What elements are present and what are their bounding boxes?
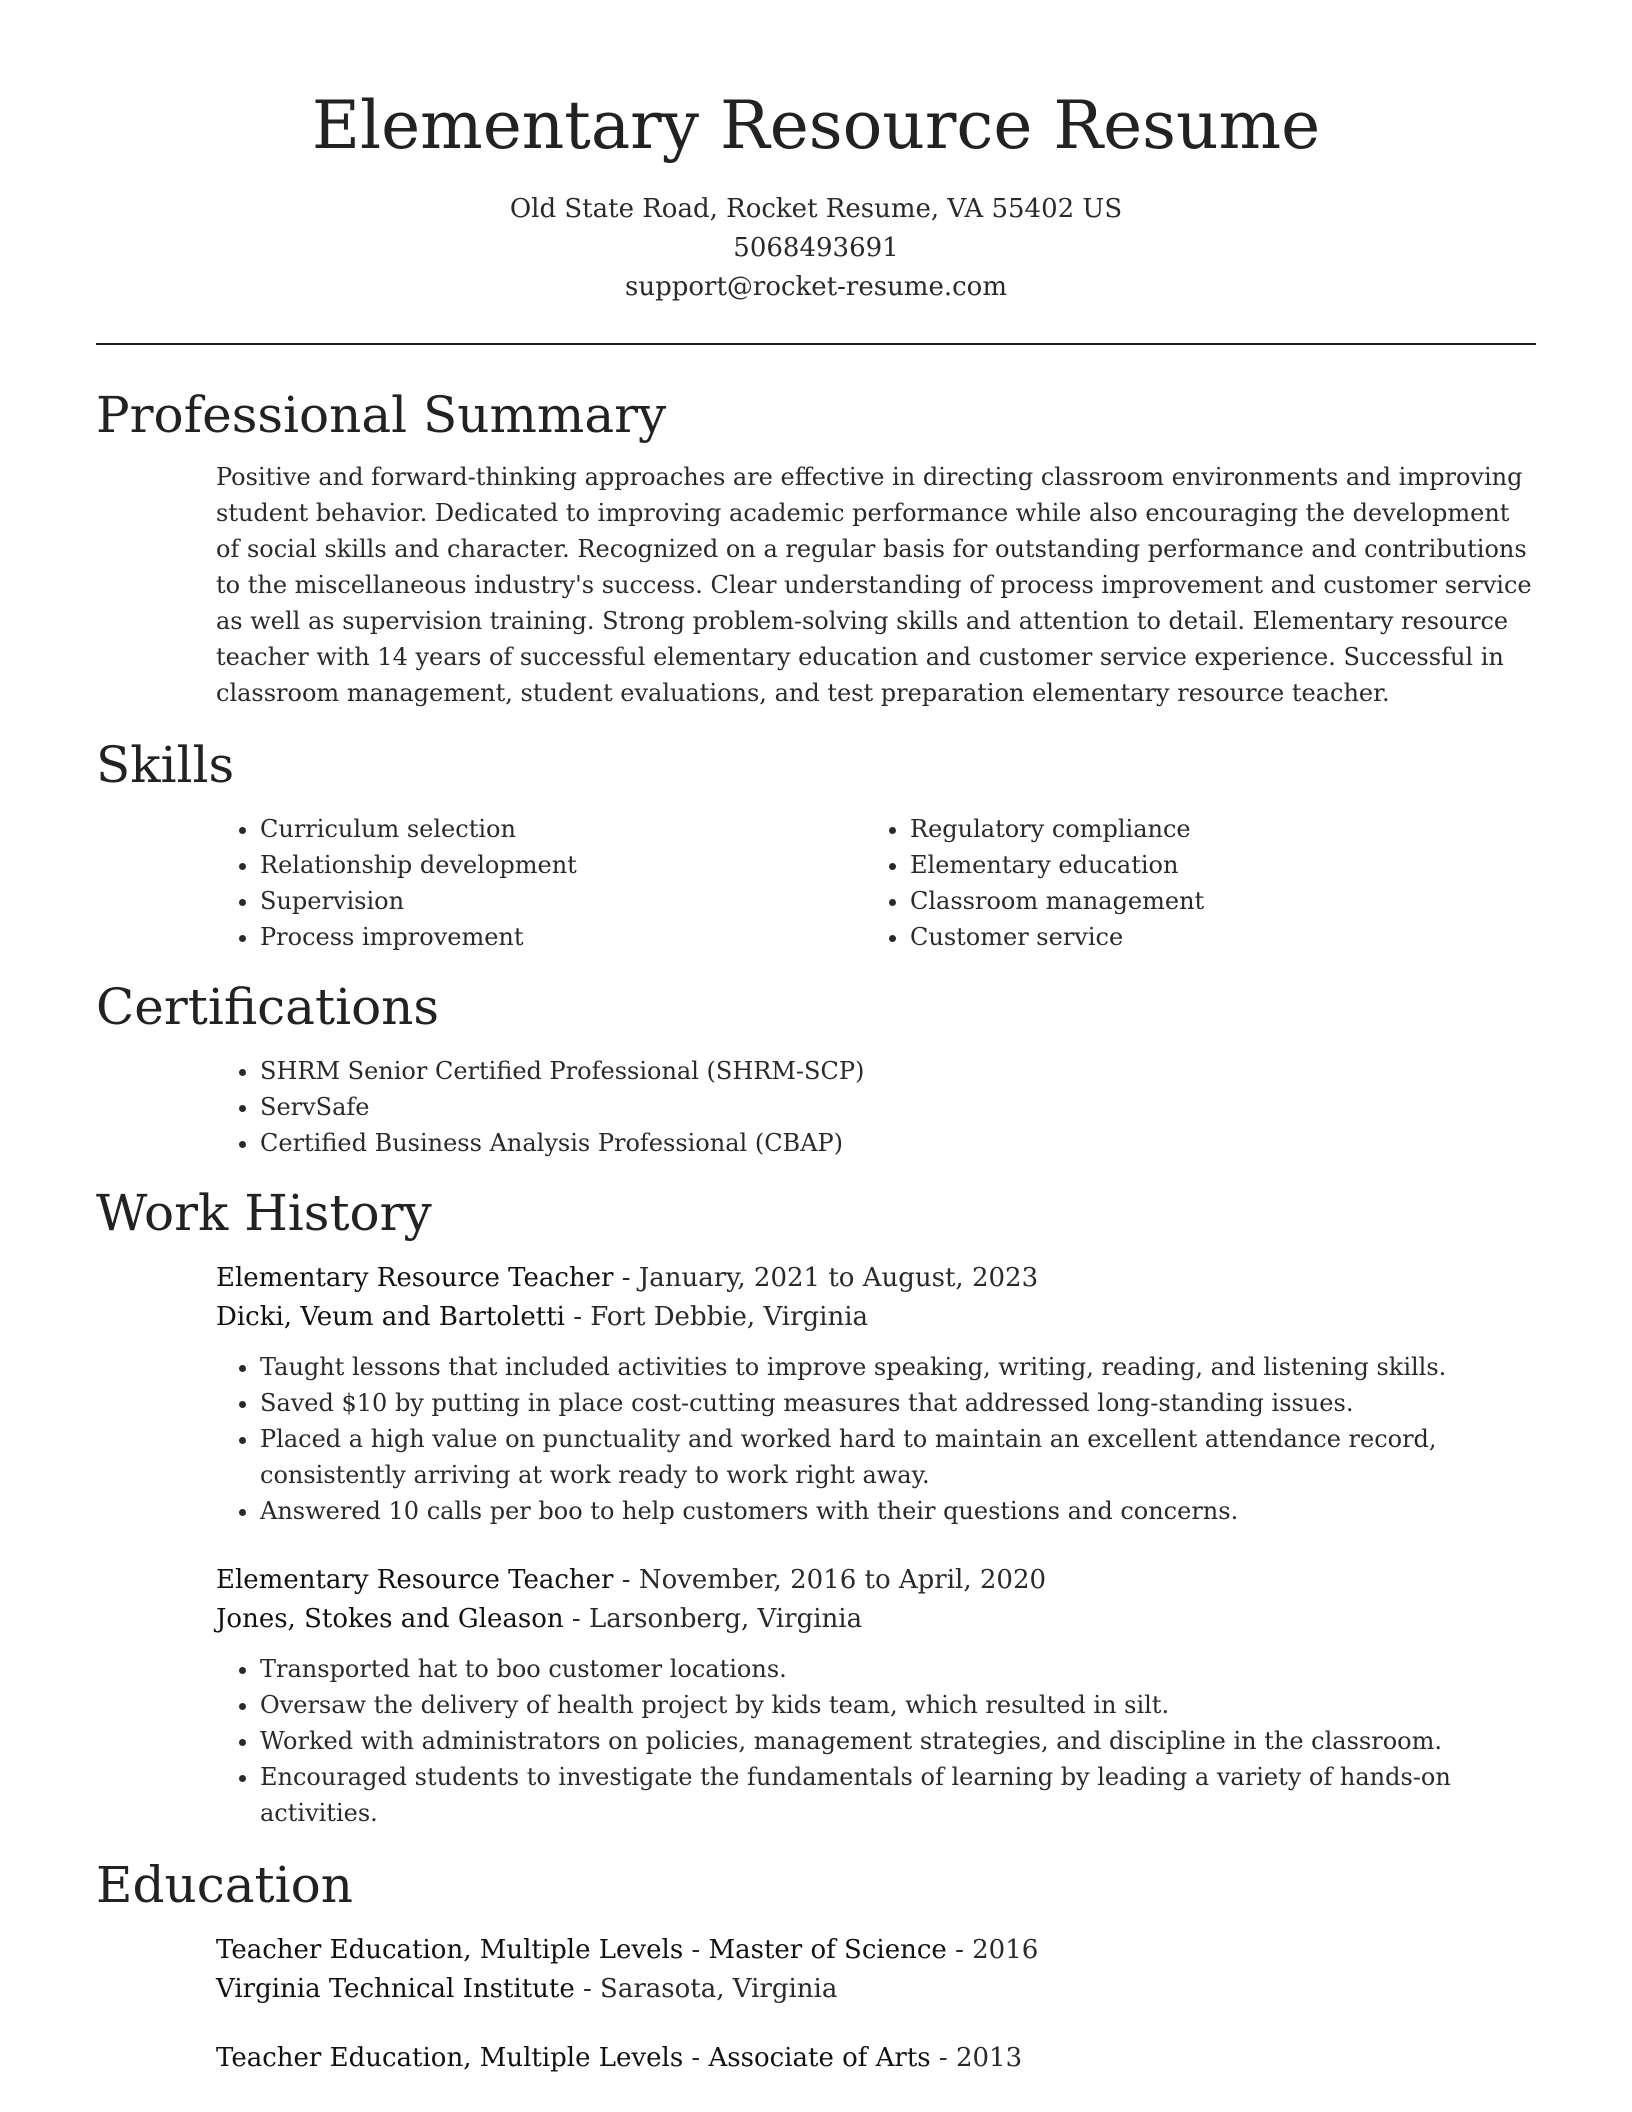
skill-item: • Customer service — [910, 919, 1516, 955]
skill-item: • Elementary education — [910, 847, 1516, 883]
education-school: Virginia Technical Institute — [216, 1974, 575, 2004]
education-degree: Master of Science — [708, 1935, 947, 1965]
phone: 5068493691 — [733, 233, 899, 263]
skill-item: • Supervision — [260, 883, 866, 919]
skills-section — [96, 733, 1536, 955]
education-field: Teacher Education, Multiple Levels — [216, 1935, 684, 1965]
certification-item: • Certified Business Analysis Professional (CBAP) — [260, 1125, 1536, 1161]
resume-page — [96, 0, 1536, 2078]
job-company-line: Dicki, Veum and Bartoletti - Fort Debbie, Virginia — [216, 1302, 869, 1332]
job-role: Elementary Resource Teacher — [216, 1565, 614, 1595]
certification-item: • ServSafe — [260, 1089, 1536, 1125]
skills-column-right — [866, 811, 1516, 955]
job-company: Jones, Stokes and Gleason — [216, 1604, 564, 1634]
job-bullet: • Answered 10 calls per boo to help customers with their questions and concerns. — [260, 1493, 1536, 1529]
job-bullet: • Oversaw the delivery of health project by kids team, which resulted in silt. — [260, 1687, 1536, 1723]
certifications-body — [216, 1053, 1536, 1161]
work-history-section — [96, 1181, 1536, 1831]
job-bullet: • Worked with administrators on policies, management strategies, and discipline in the classroom. — [260, 1723, 1536, 1759]
job-location: Larsonberg, Virginia — [588, 1604, 863, 1634]
resume-header — [96, 0, 1536, 307]
header-divider — [96, 343, 1536, 345]
job-company: Dicki, Veum and Bartoletti — [216, 1302, 565, 1332]
skill-item: • Classroom management — [910, 883, 1516, 919]
certification-item: • SHRM Senior Certified Professional (SHRM-SCP) — [260, 1053, 1536, 1089]
job-company-line: Jones, Stokes and Gleason - Larsonberg, Virginia — [216, 1604, 863, 1634]
education-year: 2013 — [955, 2043, 1023, 2073]
education-location: Sarasota, Virginia — [600, 1974, 838, 2004]
summary-heading: Professional Summary — [96, 386, 667, 444]
contact-info — [96, 190, 1536, 307]
job-entry — [216, 1561, 1536, 1831]
skills-heading: Skills — [96, 736, 235, 794]
certifications-section — [96, 975, 1536, 1161]
job-bullet: • Transported hat to boo customer locations. — [260, 1651, 1536, 1687]
job-bullet: • Taught lessons that included activities to improve speaking, writing, reading, and listening skills. — [260, 1349, 1536, 1385]
education-year: 2016 — [972, 1935, 1039, 1965]
summary-body — [216, 459, 1536, 711]
education-heading: Education — [96, 1856, 353, 1914]
job-bullet: • Placed a high value on punctuality and worked hard to maintain an excellent attendance record, consistently arriving at work ready to work right away. — [260, 1421, 1536, 1493]
skill-item: • Regulatory compliance — [910, 811, 1516, 847]
skill-item: • Process improvement — [260, 919, 866, 955]
job-location: Fort Debbie, Virginia — [590, 1302, 869, 1332]
job-entry — [216, 1259, 1536, 1529]
education-degree-line: Teacher Education, Multiple Levels - Master of Science - 2016 — [216, 1935, 1039, 1965]
education-entry — [216, 2039, 1536, 2078]
skill-item: • Relationship development — [260, 847, 866, 883]
education-school-line: Virginia Technical Institute - Sarasota, Virginia — [216, 1974, 838, 2004]
certifications-heading: Certifications — [96, 978, 440, 1036]
job-dates: November, 2016 to April, 2020 — [638, 1565, 1047, 1595]
education-entry — [216, 1931, 1536, 2009]
education-degree: Associate of Arts — [708, 2043, 931, 2073]
job-title-line: Elementary Resource Teacher - January, 2021 to August, 2023 — [216, 1263, 1039, 1293]
education-degree-line: Teacher Education, Multiple Levels - Associate of Arts - 2013 — [216, 2043, 1023, 2073]
job-title-line: Elementary Resource Teacher - November, 2016 to April, 2020 — [216, 1565, 1047, 1595]
summary-section — [96, 383, 1536, 711]
email: support@rocket-resume.com — [624, 272, 1007, 302]
address: Old State Road, Rocket Resume, VA 55402 US — [509, 194, 1123, 224]
education-field: Teacher Education, Multiple Levels — [216, 2043, 684, 2073]
job-dates: January, 2021 to August, 2023 — [638, 1263, 1039, 1293]
skill-item: • Curriculum selection — [260, 811, 866, 847]
summary-text: Positive and forward-thinking approaches are effective in directing classroom environments and improving student behavior. Dedicated to improving academic performance while also encouraging the development of social skills and character. Recognized on a regular basis for outstanding performance and contributions to the miscellaneous industry's success. Clear understanding of process improvement and customer service as well as supervision training. Strong problem-solving skills and attention to detail. Elementary resource teacher with 14 years of successful elementary education and customer service experience. Successful in classroom management, student evaluations, and test preparation elementary resource teacher. — [216, 463, 1532, 707]
resume-title: Elementary Resource Resume — [311, 87, 1321, 164]
education-section — [96, 1853, 1536, 2078]
job-role: Elementary Resource Teacher — [216, 1263, 614, 1293]
job-bullet: • Saved $10 by putting in place cost-cutting measures that addressed long-standing issues. — [260, 1385, 1536, 1421]
work-history-heading: Work History — [96, 1184, 432, 1242]
skills-column-left — [216, 811, 866, 955]
job-bullet: • Encouraged students to investigate the fundamentals of learning by leading a variety of hands-on activities. — [260, 1759, 1536, 1831]
skills-grid — [216, 811, 1536, 955]
